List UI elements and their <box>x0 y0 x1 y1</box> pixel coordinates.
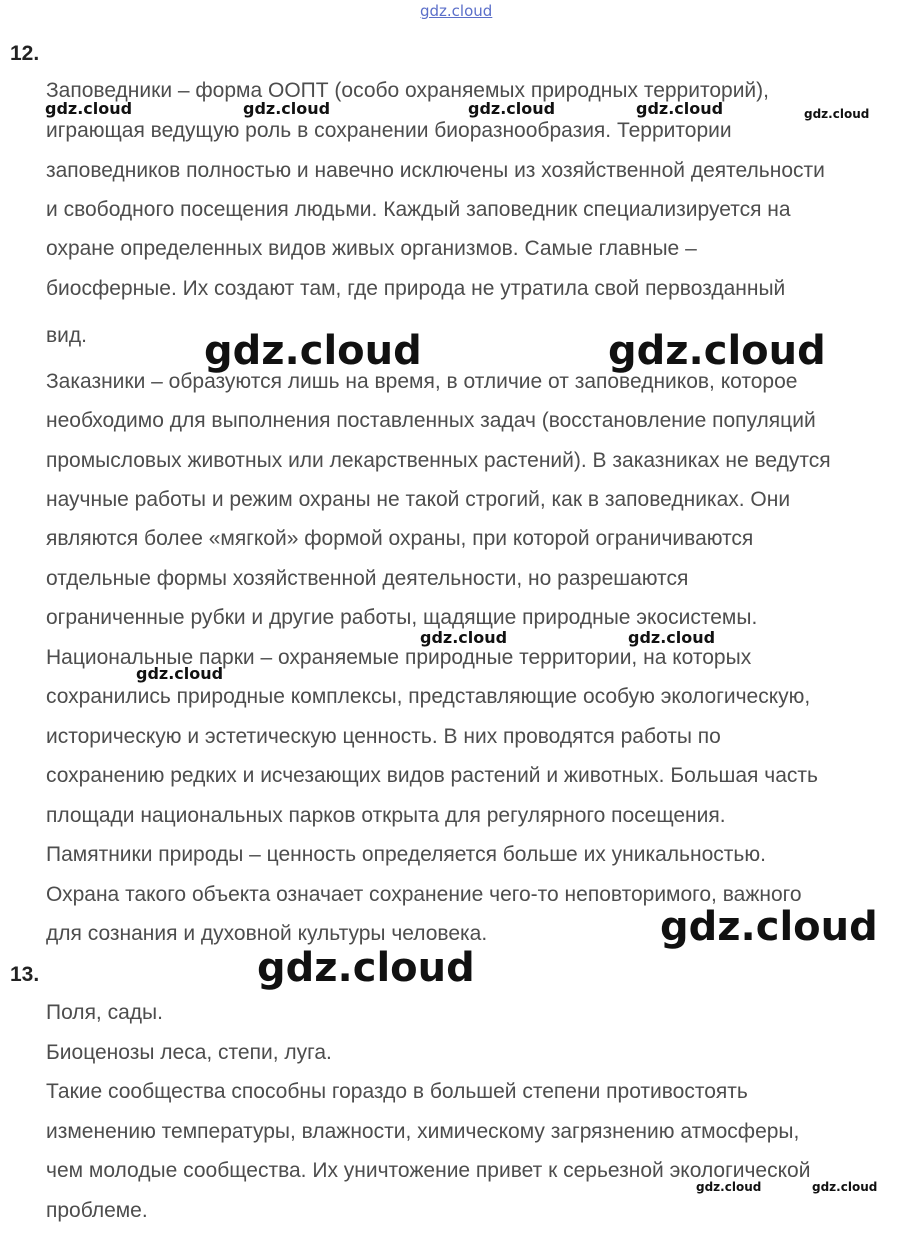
text-line: биосферные. Их создают там, где природа не утратила свой первозданный <box>46 277 786 300</box>
text-line: отдельные формы хозяйственной деятельности, но разрешаются <box>46 567 689 590</box>
watermark: gdz.cloud <box>696 1180 762 1194</box>
watermark: gdz.cloud <box>420 628 508 647</box>
text-line: научные работы и режим охраны не такой строгий, как в заповедниках. Они <box>46 488 791 511</box>
text-line: историческую и эстетическую ценность. В них проводятся работы по <box>46 725 721 748</box>
text-line: необходимо для выполнения поставленных задач (восстановление популяций <box>46 409 816 432</box>
text-line: и свободного посещения людьми. Каждый заповедник специализируется на <box>46 198 791 221</box>
text-line: заповедников полностью и навечно исключены из хозяйственной деятельности <box>46 159 825 182</box>
watermark-top: gdz.cloud <box>420 2 493 20</box>
text-line: являются более «мягкой» формой охраны, при которой ограничиваются <box>46 527 754 550</box>
text-line: сохранились природные комплексы, представляющие особую экологическую, <box>46 685 811 708</box>
text-line: Заповедники – форма ООПТ (особо охраняемых природных территорий), <box>46 79 769 102</box>
watermark: gdz.cloud <box>660 904 878 950</box>
watermark: gdz.cloud <box>243 99 331 118</box>
watermark: gdz.cloud <box>628 628 716 647</box>
text-line: Памятники природы – ценность определяется больше их уникальностью. <box>46 843 766 866</box>
watermark: gdz.cloud <box>45 99 133 118</box>
text-line: изменению температуры, влажности, химическому загрязнению атмосферы, <box>46 1120 800 1143</box>
text-line: площади национальных парков открыта для регулярного посещения. <box>46 804 726 827</box>
text-line: Поля, сады. <box>46 1001 163 1024</box>
watermark: gdz.cloud <box>257 945 475 991</box>
text-line: Биоценозы леса, степи, луга. <box>46 1041 332 1064</box>
task-number-12: 12. <box>10 42 40 65</box>
text-line: охране определенных видов живых организмов. Самые главные – <box>46 237 697 260</box>
text-line: Заказники – образуются лишь на время, в отличие от заповедников, которое <box>46 370 798 393</box>
watermark: gdz.cloud <box>204 328 422 374</box>
text-line: сохранению редких и исчезающих видов растений и животных. Большая часть <box>46 764 818 787</box>
text-line: чем молодые сообщества. Их уничтожение привет к серьезной экологической <box>46 1159 811 1182</box>
watermark: gdz.cloud <box>136 664 224 683</box>
watermark: gdz.cloud <box>608 328 826 374</box>
task-number-13: 13. <box>10 963 40 986</box>
text-line: для сознания и духовной культуры человека. <box>46 922 488 945</box>
text-line: Охрана такого объекта означает сохранение чего-то неповторимого, важного <box>46 883 802 906</box>
text-line: промысловых животных или лекарственных растений). В заказниках не ведутся <box>46 449 831 472</box>
watermark: gdz.cloud <box>812 1180 878 1194</box>
watermark: gdz.cloud <box>468 99 556 118</box>
text-line: Такие сообщества способны гораздо в большей степени противостоять <box>46 1080 748 1103</box>
text-line: ограниченные рубки и другие работы, щадящие природные экосистемы. <box>46 606 758 629</box>
text-line: играющая ведущую роль в сохранении биоразнообразия. Территории <box>46 119 732 142</box>
text-line: Национальные парки – охраняемые природные территории, на которых <box>46 646 752 669</box>
text-line: вид. <box>46 324 87 347</box>
text-line: проблеме. <box>46 1199 148 1222</box>
watermark: gdz.cloud <box>804 107 870 121</box>
watermark: gdz.cloud <box>636 99 724 118</box>
